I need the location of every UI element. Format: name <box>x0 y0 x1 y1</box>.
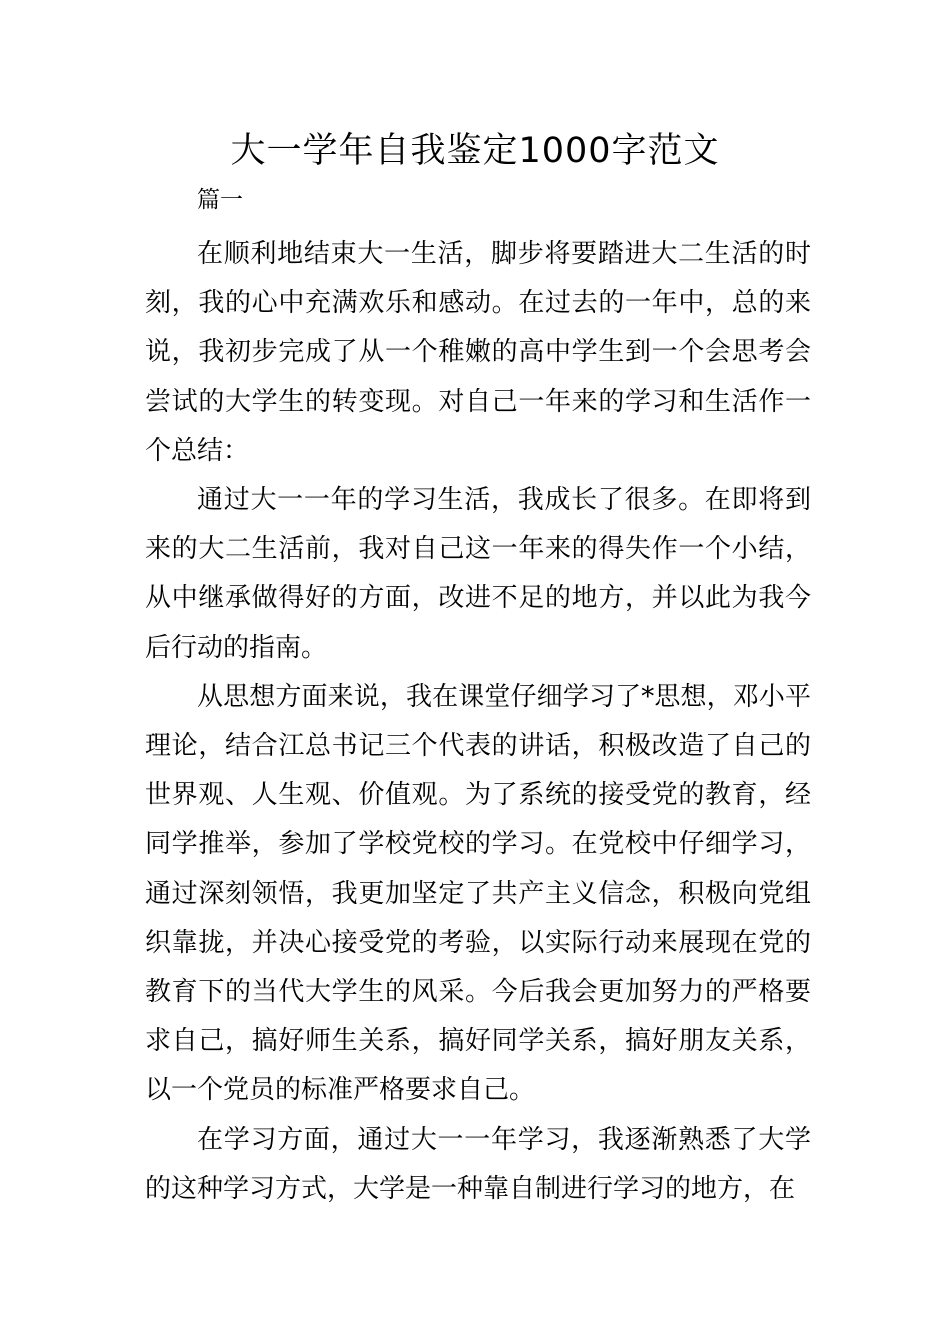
paragraph: 从思想方面来说，我在课堂仔细学习了*思想，邓小平理论，结合江总书记三个代表的讲话，积极改造了自己的世界观、人生观、价值观。为了系统的接受党的教育，经同学推举，参加了学校党校的学习。在党校中仔细学习，通过深刻领悟，我更加坚定了共产主义信念，积极向党组织靠拢，并决心接受党的考验，以实际行动来展现在党的教育下的当代大学生的风采。今后我会更加努力的严格要求自己，搞好师生关系，搞好同学关系，搞好朋友关系，以一个党员的标准严格要求自己。 <box>145 681 811 1106</box>
document-body <box>145 230 811 1214</box>
document-title: 大一学年自我鉴定1000字范文 <box>230 131 720 171</box>
paragraph: 通过大一一年的学习生活，我成长了很多。在即将到来的大二生活前，我对自己这一年来的得失作一个小结，从中继承做得好的方面，改进不足的地方，并以此为我今后行动的指南。 <box>145 485 811 663</box>
section-label: 篇一 <box>197 187 243 213</box>
paragraph: 在学习方面，通过大一一年学习，我逐渐熟悉了大学的这种学习方式，大学是一种靠自制进行学习的地方，在 <box>145 1124 811 1204</box>
paragraph: 在顺利地结束大一生活，脚步将要踏进大二生活的时刻，我的心中充满欢乐和感动。在过去的一年中，总的来说，我初步完成了从一个稚嫩的高中学生到一个会思考会尝试的大学生的转变现。对自己一年来的学习和生活作一个总结： <box>145 239 811 466</box>
